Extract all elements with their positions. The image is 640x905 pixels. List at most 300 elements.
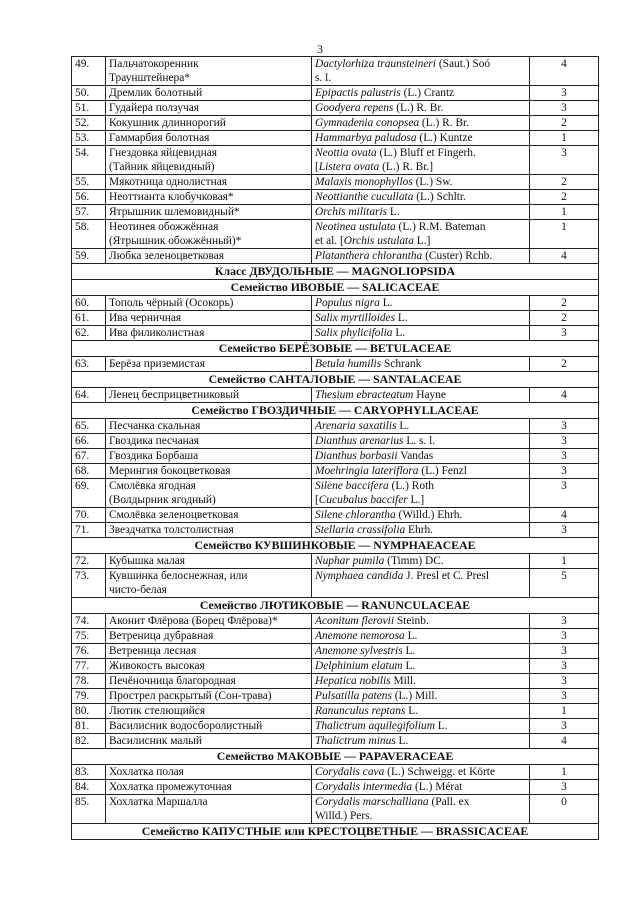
family-header-row: [72, 824, 599, 840]
latin-binomial: Nuphar pumila: [315, 555, 385, 567]
row-number: 60.: [72, 296, 106, 311]
latin-name-cell: [312, 86, 530, 101]
table-row: [72, 249, 599, 264]
author-citation: Hayne: [413, 389, 446, 401]
latin-name-cell: [312, 614, 530, 629]
russian-name-line: (Волдырник ягодный): [109, 494, 216, 506]
family-header-row: [72, 749, 599, 765]
rarity-category: 3: [530, 449, 599, 464]
family-header-row: [72, 372, 599, 388]
table-row: [72, 190, 599, 205]
author-citation: L.: [434, 720, 448, 732]
russian-name-line: Василисник водосборолистный: [109, 720, 263, 732]
author-citation: L.: [396, 420, 410, 432]
latin-name-line: [315, 704, 526, 718]
russian-name-line: Лютик стелющийся: [109, 705, 206, 717]
russian-name-line: чисто-белая: [109, 584, 167, 596]
rarity-category: 2: [530, 190, 599, 205]
latin-binomial: Orchis ustulata: [343, 235, 414, 247]
table-row: [72, 326, 599, 341]
rarity-category: 3: [530, 86, 599, 101]
latin-name-line: [315, 249, 526, 263]
rarity-category: 3: [530, 464, 599, 479]
author-citation: L.: [395, 735, 409, 747]
table-row: [72, 508, 599, 523]
russian-name-cell: [106, 734, 312, 749]
table-row: [72, 419, 599, 434]
table-row: [72, 296, 599, 311]
latin-name-cell: [312, 554, 530, 569]
latin-name-cell: [312, 479, 530, 508]
row-number: 76.: [72, 644, 106, 659]
author-citation: L.: [402, 660, 416, 672]
latin-binomial: Moehringia lateriflora: [315, 465, 419, 477]
latin-name-line: [315, 419, 526, 433]
latin-name-line: [315, 659, 526, 673]
russian-name-line: Аконит Флёрова (Борец Флёрова)*: [109, 615, 278, 627]
latin-binomial: Nymphaea candida: [315, 570, 404, 582]
latin-name-line: [315, 146, 526, 160]
author-citation: L.: [392, 327, 406, 339]
latin-name-line: [315, 554, 526, 568]
latin-binomial: Neottianthe cucullata: [315, 191, 414, 203]
latin-name-cell: [312, 569, 530, 598]
latin-binomial: Thalictrum minus: [315, 735, 396, 747]
latin-name-line: [315, 434, 526, 448]
russian-name-line: Берёза приземистая: [109, 358, 205, 370]
latin-binomial: Pulsatilla patens: [315, 690, 392, 702]
author-citation: et al. [: [315, 235, 344, 247]
rarity-category: 3: [530, 644, 599, 659]
latin-binomial: Neottia ovata: [315, 147, 377, 159]
author-citation: (Timm) DC.: [384, 555, 444, 567]
author-citation: (L.) Mérat: [412, 781, 463, 793]
russian-name-line: Звездчатка толстолистная: [109, 524, 234, 536]
latin-binomial: Silene chlorantha: [315, 509, 396, 521]
latin-name-line: [315, 71, 526, 85]
russian-name-cell: [106, 689, 312, 704]
latin-binomial: Delphinium elatum: [315, 660, 403, 672]
species-table: [71, 56, 599, 840]
author-citation: (Pall. ex: [428, 796, 470, 808]
latin-name-line: [315, 57, 526, 71]
table-row: [72, 780, 599, 795]
russian-name-line: Мерингия бокоцветковая: [109, 465, 231, 477]
latin-binomial: Corydalis marschalliana: [315, 796, 429, 808]
russian-name-cell: [106, 116, 312, 131]
row-number: 51.: [72, 101, 106, 116]
russian-name-line: Смолёвка ягодная: [109, 480, 196, 492]
russian-name-cell: [106, 479, 312, 508]
russian-name-cell: [106, 795, 312, 824]
latin-name-line: [315, 479, 526, 493]
latin-binomial: Ranunculus reptans: [315, 705, 406, 717]
latin-binomial: Arenaria saxatilis: [315, 420, 397, 432]
russian-name-cell: [106, 659, 312, 674]
row-number: 73.: [72, 569, 106, 598]
author-citation: (L.) R. Br.: [419, 117, 470, 129]
row-number: 78.: [72, 674, 106, 689]
latin-binomial: Anemone sylvestris: [315, 645, 403, 657]
author-citation: Mill.: [390, 675, 416, 687]
family-header-row: [72, 598, 599, 614]
family-header: Семейство ИВОВЫЕ — SALICACEAE: [72, 280, 599, 296]
russian-name-line: Неотинея обожжённая: [109, 221, 219, 233]
russian-name-line: Василисник малый: [109, 735, 202, 747]
row-number: 82.: [72, 734, 106, 749]
rarity-category: 1: [530, 131, 599, 146]
row-number: 63.: [72, 357, 106, 372]
latin-name-cell: [312, 780, 530, 795]
russian-name-line: Песчанка скальная: [109, 420, 201, 432]
russian-name-cell: [106, 508, 312, 523]
author-citation: [: [315, 161, 319, 173]
row-number: 72.: [72, 554, 106, 569]
row-number: 61.: [72, 311, 106, 326]
russian-name-line: Гвоздика песчаная: [109, 435, 200, 447]
rarity-category: 3: [530, 326, 599, 341]
latin-name-line: [315, 296, 526, 310]
russian-name-line: Пальчатокоренник: [109, 58, 199, 70]
row-number: 64.: [72, 388, 106, 403]
latin-binomial: Thesium ebracteatum: [315, 389, 414, 401]
rarity-category: 3: [530, 780, 599, 795]
family-header: Класс ДВУДОЛЬНЫЕ — MAGNOLIOPSIDA: [72, 264, 599, 280]
author-citation: L.: [395, 312, 408, 324]
latin-name-cell: [312, 249, 530, 264]
russian-name-line: Гнездовка яйцевидная: [109, 147, 218, 159]
author-citation: Steinb.: [393, 615, 429, 627]
family-header: Семейство КАПУСТНЫЕ или КРЕСТОЦВЕТНЫЕ — BRASSICACEAE: [72, 824, 599, 840]
row-number: 74.: [72, 614, 106, 629]
rarity-category: 0: [530, 795, 599, 824]
latin-name-cell: [312, 644, 530, 659]
author-citation: (Custer) Rchb.: [422, 250, 493, 262]
russian-name-line: Кувшинка белоснежная, или: [109, 570, 248, 582]
latin-name-cell: [312, 311, 530, 326]
table-row: [72, 479, 599, 508]
table-row: [72, 795, 599, 824]
russian-name-cell: [106, 614, 312, 629]
latin-name-cell: [312, 326, 530, 341]
russian-name-line: Кокушник длиннорогий: [109, 117, 226, 129]
row-number: 68.: [72, 464, 106, 479]
latin-name-line: [315, 464, 526, 478]
rarity-category: 3: [530, 479, 599, 508]
row-number: 57.: [72, 205, 106, 220]
row-number: 70.: [72, 508, 106, 523]
row-number: 81.: [72, 719, 106, 734]
rarity-category: 1: [530, 205, 599, 220]
latin-binomial: Gymnadenia conopsea: [315, 117, 420, 129]
author-citation: Schrank: [381, 358, 422, 370]
rarity-category: 1: [530, 220, 599, 249]
table-row: [72, 659, 599, 674]
table-row: [72, 644, 599, 659]
russian-name-cell: [106, 296, 312, 311]
author-citation: Ehrh.: [405, 524, 434, 536]
author-citation: (L.) Roth: [388, 480, 434, 492]
latin-name-cell: [312, 464, 530, 479]
russian-name-cell: [106, 434, 312, 449]
rarity-category: 2: [530, 311, 599, 326]
latin-name-line: [315, 523, 526, 537]
rarity-category: 2: [530, 175, 599, 190]
row-number: 69.: [72, 479, 106, 508]
rarity-category: 4: [530, 388, 599, 403]
author-citation: L.: [402, 645, 416, 657]
latin-name-line: [315, 629, 526, 643]
russian-name-cell: [106, 101, 312, 116]
table-row: [72, 116, 599, 131]
latin-name-line: [315, 205, 526, 219]
table-row: [72, 175, 599, 190]
rarity-category: 4: [530, 734, 599, 749]
family-header: Семейство БЕРЁЗОВЫЕ — BETULACEAE: [72, 341, 599, 357]
russian-name-line: Гудайера ползучая: [109, 102, 200, 114]
author-citation: (Saut.) Soó: [435, 58, 491, 70]
russian-name-line: Кубышка малая: [109, 555, 186, 567]
row-number: 55.: [72, 175, 106, 190]
family-header: Семейство КУВШИНКОВЫЕ — NYMPHAEACEAE: [72, 538, 599, 554]
russian-name-cell: [106, 449, 312, 464]
row-number: 65.: [72, 419, 106, 434]
family-header-row: [72, 538, 599, 554]
latin-binomial: Anemone nemorosa: [315, 630, 405, 642]
latin-binomial: Cucubalus baccifer: [318, 494, 408, 506]
russian-name-line: Ятрышник шлемовидный*: [109, 206, 240, 218]
table-row: [72, 86, 599, 101]
rarity-category: 5: [530, 569, 599, 598]
russian-name-line: Неоттианта клобучковая*: [109, 191, 234, 203]
latin-name-line: [315, 644, 526, 658]
latin-name-line: [315, 508, 526, 522]
author-citation: (L.) R. Br.]: [379, 161, 434, 173]
author-citation: (L.) R. Br.: [393, 102, 444, 114]
russian-name-cell: [106, 569, 312, 598]
table-row: [72, 523, 599, 538]
family-header: Семейство МАКОВЫЕ — PAPAVERACEAE: [72, 749, 599, 765]
latin-name-cell: [312, 449, 530, 464]
russian-name-cell: [106, 146, 312, 175]
latin-name-line: [315, 190, 526, 204]
table-row: [72, 765, 599, 780]
russian-name-line: Гвоздика Борбаша: [109, 450, 199, 462]
table-row: [72, 311, 599, 326]
latin-name-cell: [312, 57, 530, 86]
latin-binomial: Malaxis monophyllos: [315, 176, 413, 188]
table-row: [72, 614, 599, 629]
latin-name-line: [315, 175, 526, 189]
latin-binomial: Salix myrtilloides: [315, 312, 396, 324]
latin-name-cell: [312, 131, 530, 146]
russian-name-cell: [106, 719, 312, 734]
row-number: 53.: [72, 131, 106, 146]
row-number: 50.: [72, 86, 106, 101]
rarity-category: 3: [530, 419, 599, 434]
table-row: [72, 704, 599, 719]
rarity-category: 3: [530, 146, 599, 175]
latin-name-cell: [312, 689, 530, 704]
latin-name-line: [315, 809, 526, 823]
latin-name-cell: [312, 116, 530, 131]
table-row: [72, 131, 599, 146]
latin-name-line: [315, 449, 526, 463]
russian-name-line: Хохлатка Маршалла: [109, 796, 208, 808]
latin-name-line: [315, 795, 526, 809]
latin-name-line: [315, 357, 526, 371]
table-row: [72, 449, 599, 464]
russian-name-line: Хохлатка промежуточная: [109, 781, 232, 793]
russian-name-cell: [106, 523, 312, 538]
latin-binomial: Dianthus arenarius: [315, 435, 404, 447]
author-citation: L.: [387, 206, 400, 218]
row-number: 52.: [72, 116, 106, 131]
family-header: Семейство ЛЮТИКОВЫЕ — RANUNCULACEAE: [72, 598, 599, 614]
latin-name-line: [315, 674, 526, 688]
russian-name-line: Ива черничная: [109, 312, 182, 324]
latin-binomial: Epipactis palustris: [315, 87, 401, 99]
latin-name-cell: [312, 175, 530, 190]
table-row: [72, 57, 599, 86]
row-number: 75.: [72, 629, 106, 644]
russian-name-cell: [106, 419, 312, 434]
rarity-category: 2: [530, 116, 599, 131]
russian-name-cell: [106, 326, 312, 341]
russian-name-line: Гаммарбия болотная: [109, 132, 210, 144]
russian-name-line: Печёночница благородная: [109, 675, 236, 687]
row-number: 79.: [72, 689, 106, 704]
latin-name-cell: [312, 419, 530, 434]
rarity-category: 4: [530, 57, 599, 86]
russian-name-line: Хохлатка полая: [109, 766, 184, 778]
russian-name-cell: [106, 311, 312, 326]
author-citation: Vandas: [397, 450, 434, 462]
latin-name-cell: [312, 357, 530, 372]
latin-name-line: [315, 234, 526, 248]
rarity-category: 3: [530, 674, 599, 689]
row-number: 80.: [72, 704, 106, 719]
author-citation: (L.) Schweigg. et Körte: [384, 766, 496, 778]
species-table-body: [72, 57, 599, 840]
author-citation: (L.) Sw.: [412, 176, 453, 188]
latin-name-cell: [312, 190, 530, 205]
table-row: [72, 734, 599, 749]
author-citation: L.: [405, 705, 419, 717]
latin-binomial: Dactylorhiza traunsteineri: [315, 58, 436, 70]
russian-name-cell: [106, 554, 312, 569]
latin-binomial: Hepatica nobilis: [315, 675, 391, 687]
latin-name-line: [315, 493, 526, 507]
latin-binomial: Corydalis cava: [315, 766, 385, 778]
page-number: 3: [317, 42, 323, 56]
family-header-row: [72, 280, 599, 296]
rarity-category: 3: [530, 523, 599, 538]
rarity-category: 3: [530, 614, 599, 629]
latin-binomial: Neotinea ustulata: [315, 221, 396, 233]
russian-name-cell: [106, 674, 312, 689]
author-citation: [: [315, 494, 319, 506]
row-number: 77.: [72, 659, 106, 674]
row-number: 67.: [72, 449, 106, 464]
latin-binomial: Dianthus borbasii: [315, 450, 398, 462]
family-header-row: [72, 403, 599, 419]
latin-name-line: [315, 388, 526, 402]
row-number: 83.: [72, 765, 106, 780]
rarity-category: 3: [530, 689, 599, 704]
author-citation: (L.) Schltr.: [413, 191, 466, 203]
russian-name-cell: [106, 704, 312, 719]
latin-name-cell: [312, 795, 530, 824]
latin-name-line: [315, 116, 526, 130]
author-citation: L.]: [413, 235, 431, 247]
russian-name-cell: [106, 765, 312, 780]
table-row: [72, 388, 599, 403]
latin-binomial: Listera ovata: [318, 161, 380, 173]
family-header-row: [72, 264, 599, 280]
table-row: [72, 719, 599, 734]
table-row: [72, 554, 599, 569]
rarity-category: 3: [530, 434, 599, 449]
table-row: [72, 146, 599, 175]
latin-name-cell: [312, 296, 530, 311]
latin-name-cell: [312, 508, 530, 523]
latin-name-cell: [312, 220, 530, 249]
latin-binomial: Stellaria crassifolia: [315, 524, 406, 536]
latin-binomial: Hammarbya paludosa: [315, 132, 417, 144]
author-citation: (L.) Kuntze: [416, 132, 473, 144]
row-number: 59.: [72, 249, 106, 264]
latin-name-line: [315, 326, 526, 340]
latin-binomial: Betula humilis: [315, 358, 382, 370]
russian-name-line: Дремлик болотный: [109, 87, 203, 99]
russian-name-line: Ветреница дубравная: [109, 630, 214, 642]
russian-name-cell: [106, 205, 312, 220]
row-number: 54.: [72, 146, 106, 175]
latin-name-cell: [312, 674, 530, 689]
author-citation: (Willd.) Ehrh.: [395, 509, 463, 521]
author-citation: Willd.) Pers.: [315, 810, 373, 822]
russian-name-line: Траунштейнера*: [109, 72, 190, 84]
author-citation: (L.) R.M. Bateman: [395, 221, 486, 233]
latin-name-cell: [312, 101, 530, 116]
russian-name-cell: [106, 86, 312, 101]
row-number: 62.: [72, 326, 106, 341]
russian-name-line: Любка зеленоцветковая: [109, 250, 224, 262]
rarity-category: 4: [530, 508, 599, 523]
russian-name-line: Живокость высокая: [109, 660, 205, 672]
row-number: 84.: [72, 780, 106, 795]
rarity-category: 3: [530, 101, 599, 116]
family-header-row: [72, 341, 599, 357]
author-citation: (L.) Mill.: [391, 690, 438, 702]
russian-name-line: Ленец бесприцветниковый: [109, 389, 240, 401]
latin-binomial: Goodyera repens: [315, 102, 394, 114]
author-citation: L. s. l.: [403, 435, 436, 447]
row-number: 49.: [72, 57, 106, 86]
latin-binomial: Platanthera chlorantha: [315, 250, 423, 262]
table-row: [72, 629, 599, 644]
row-number: 66.: [72, 434, 106, 449]
latin-name-line: [315, 220, 526, 234]
latin-name-cell: [312, 765, 530, 780]
family-header: Семейство ГВОЗДИЧНЫЕ — CARYOPHYLLACEAE: [72, 403, 599, 419]
russian-name-cell: [106, 629, 312, 644]
latin-name-cell: [312, 388, 530, 403]
latin-name-cell: [312, 734, 530, 749]
rarity-category: 2: [530, 296, 599, 311]
author-citation: (L.) Crantz: [400, 87, 455, 99]
